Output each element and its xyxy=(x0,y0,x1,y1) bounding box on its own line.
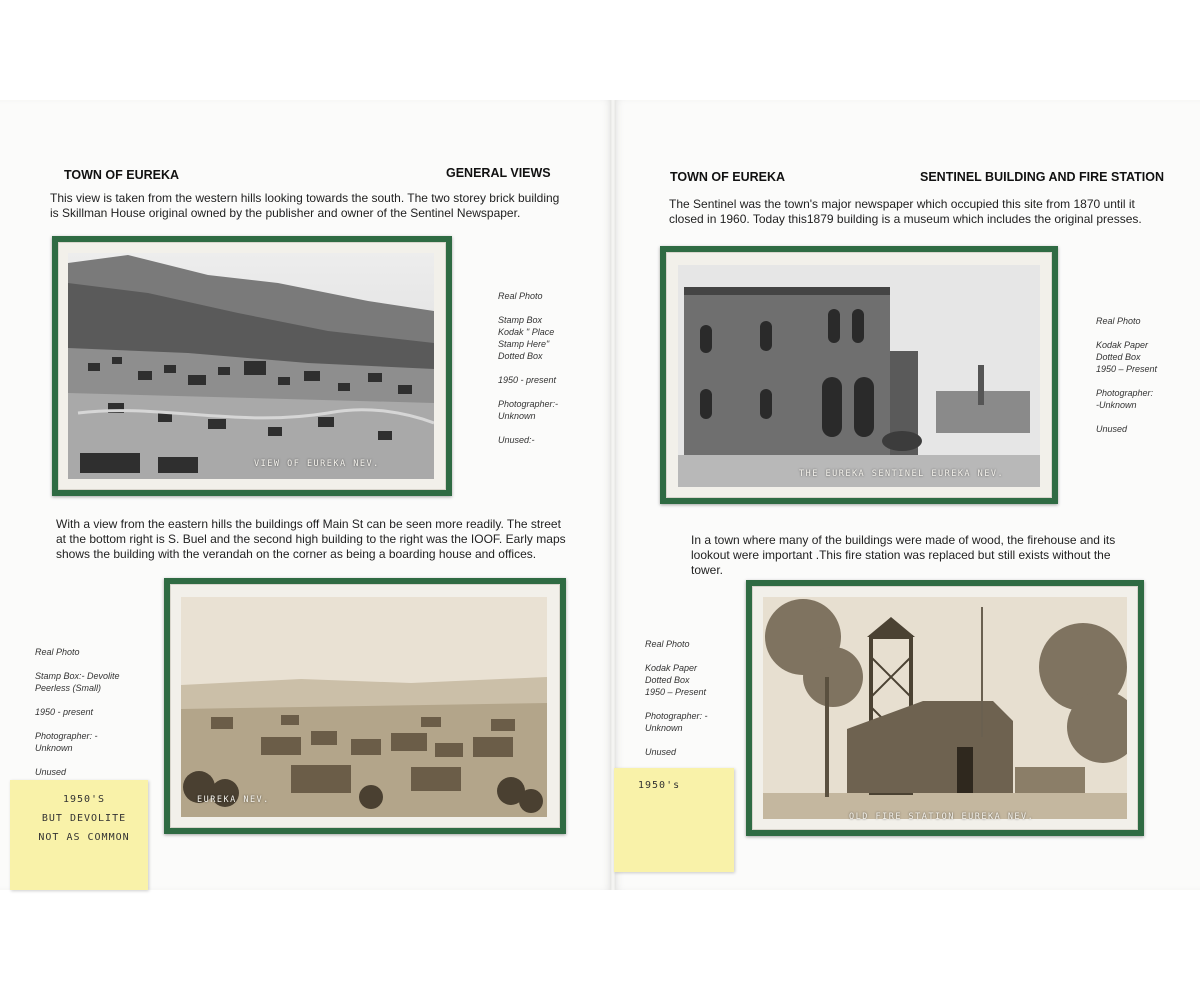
sticky-note-handwriting: 1950's xyxy=(638,780,681,791)
right-page-title: TOWN OF EUREKA xyxy=(670,170,786,184)
photo-3-notes xyxy=(1096,315,1196,447)
photo-eureka-sentinel xyxy=(678,265,1040,487)
note-line: Photographer: -Unknown xyxy=(1096,388,1154,410)
note-line: Real Photo xyxy=(35,647,80,657)
note-line: 1950 - present xyxy=(35,707,94,717)
photo-mount-view-of-eureka xyxy=(52,236,452,496)
photo-eureka-nev xyxy=(181,597,547,817)
note-line: Unused:- xyxy=(498,435,535,445)
sticky-note-right xyxy=(614,768,734,872)
note-line: Stamp Box Kodak " Place Stamp Here" Dotted Box xyxy=(498,315,555,361)
note-line: Unused xyxy=(35,767,67,777)
photo-mount-eureka-sentinel xyxy=(660,246,1058,504)
right-paragraph-2: In a town where many of the buildings were made of wood, the firehouse and its lookout were important .This fire station was replaced but still exists without the tower. xyxy=(691,533,1116,577)
photo-mount-eureka-nev xyxy=(164,578,566,834)
photo-caption: OLD FIRE STATION EUREKA NEV. xyxy=(849,812,1035,822)
photo-1-notes xyxy=(498,290,598,458)
left-paragraph-2: With a view from the eastern hills the buildings off Main St can be seen more readily. The street at the bottom right is S. Buel and the second high building to the right was the IOOF. Early maps shows the building with the verandah on the corner as being a boarding house and offices. xyxy=(56,517,566,561)
photo-view-of-eureka xyxy=(68,253,434,479)
postcard-eureka-nev xyxy=(170,584,560,828)
postcard-eureka-sentinel xyxy=(666,252,1052,498)
postcard-view-of-eureka xyxy=(58,242,446,490)
photo-4-notes xyxy=(645,638,745,770)
photo-caption: THE EUREKA SENTINEL EUREKA NEV. xyxy=(799,469,1005,479)
note-line: Stamp Box:- Devolite Peerless (Small) xyxy=(35,671,120,693)
photo-2-notes xyxy=(35,646,145,790)
note-line: Unused xyxy=(1096,424,1128,434)
photo-caption: VIEW OF EUREKA NEV. xyxy=(254,459,380,469)
photo-mount-old-fire-station xyxy=(746,580,1144,836)
note-line: 1950 - present xyxy=(498,375,557,385)
left-paragraph-1: This view is taken from the western hills looking towards the south. The two storey brick building is Skillman House original owned by the publisher and owner of the Sentinel Newspaper. xyxy=(50,191,560,220)
note-line: Kodak Paper Dotted Box 1950 – Present xyxy=(645,663,707,697)
note-line: Real Photo xyxy=(645,639,690,649)
left-page-title: TOWN OF EUREKA xyxy=(64,168,180,182)
left-page-section-heading: GENERAL VIEWS xyxy=(446,166,551,180)
note-line: Real Photo xyxy=(498,291,543,301)
right-page-section-heading: SENTINEL BUILDING AND FIRE STATION xyxy=(920,170,1164,184)
note-line: Photographer: - Unknown xyxy=(645,711,708,733)
note-line: Photographer: - Unknown xyxy=(35,731,98,753)
photo-caption: EUREKA NEV. xyxy=(197,795,270,805)
postcard-old-fire-station xyxy=(752,586,1138,830)
right-paragraph-1: The Sentinel was the town's major newspaper which occupied this site from 1870 until it closed in 1960. Today this1879 building is a museum which includes the original presses. xyxy=(669,197,1142,226)
sticky-note-left xyxy=(10,780,148,890)
note-line: Unused xyxy=(645,747,677,757)
note-line: Photographer:- Unknown xyxy=(498,399,559,421)
sticky-note-handwriting: 1950'S BUT DEVOLITE NOT AS COMMON xyxy=(38,794,130,843)
note-line: Real Photo xyxy=(1096,316,1141,326)
photo-old-fire-station xyxy=(763,597,1127,819)
note-line: Kodak Paper Dotted Box 1950 – Present xyxy=(1096,340,1158,374)
